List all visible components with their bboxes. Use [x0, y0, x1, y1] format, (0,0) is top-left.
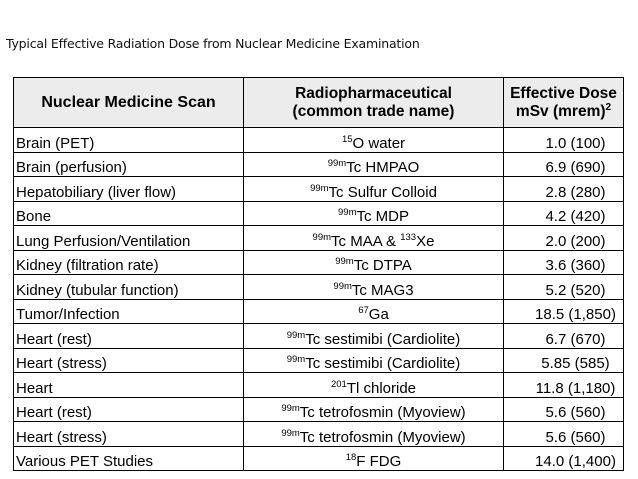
table-row — [14, 226, 624, 251]
table-row — [14, 397, 624, 422]
scan-name: Bone — [16, 208, 52, 225]
dose-value: 14.0 (1,400) — [535, 453, 616, 470]
scan-cell — [14, 422, 244, 447]
table-row — [14, 275, 624, 300]
header-dose-line1: Effective Dose — [510, 84, 617, 102]
dose-value: 5.2 (520) — [545, 281, 606, 299]
table-row — [14, 152, 624, 177]
agent-name: Tc tetrofosmin (Myoview) — [299, 404, 466, 421]
isotope-superscript: 99m — [281, 403, 300, 414]
isotope-superscript: 99m — [286, 329, 306, 341]
scan-cell — [14, 275, 244, 300]
dose-cell — [504, 152, 624, 177]
dose-cell — [504, 226, 624, 251]
table-row — [14, 201, 624, 226]
header-scan: Nuclear Medicine Scan — [14, 78, 244, 128]
dose-value: 2.8 (280) — [545, 183, 606, 201]
agent-name: Tc HMPAO — [346, 159, 420, 176]
dose-value: 6.9 (690) — [545, 159, 606, 176]
header-effective-dose — [504, 78, 624, 128]
isotope-superscript: 67 — [358, 305, 369, 316]
agent-name: Tc Sulfur Colloid — [328, 183, 437, 201]
scan-name: Kidney (tubular function) — [16, 281, 179, 299]
isotope-superscript: 99m — [310, 182, 329, 194]
scan-name: Tumor/Infection — [16, 306, 120, 323]
radiopharmaceutical-cell — [244, 348, 504, 373]
header-radio-line2: (common trade name) — [292, 102, 455, 120]
dose-cell — [504, 275, 624, 300]
agent-name: O water — [352, 134, 406, 152]
scan-name: Heart — [16, 379, 53, 397]
table-row — [14, 324, 624, 349]
radiopharmaceutical-cell — [244, 226, 504, 251]
agent-name: Tl chloride — [346, 379, 417, 397]
agent-name: F FDG — [356, 453, 402, 470]
isotope-superscript: 99m — [281, 427, 300, 439]
radiopharmaceutical-cell — [244, 250, 504, 275]
radiopharmaceutical-cell — [244, 422, 504, 447]
dose-value: 5.6 (560) — [545, 428, 606, 446]
header-radio-line1: Radiopharmaceutical — [295, 84, 452, 102]
isotope-superscript-2: 133 — [400, 231, 417, 243]
table-row — [14, 299, 624, 324]
scan-name: Brain (PET) — [16, 134, 95, 152]
agent-name: Tc sestimibi (Cardiolite) — [305, 355, 461, 372]
scan-cell — [14, 373, 244, 398]
isotope-superscript: 99m — [335, 256, 354, 267]
isotope-superscript: 99m — [333, 280, 352, 292]
dose-value: 5.85 (585) — [541, 355, 610, 372]
table-row — [14, 128, 624, 153]
header-dose-footnote: 2 — [605, 101, 612, 113]
scan-name: Brain (perfusion) — [16, 159, 127, 176]
agent-name: Tc MAG3 — [351, 281, 414, 299]
dose-cell — [504, 422, 624, 447]
scan-name: Heart (stress) — [16, 428, 107, 446]
dose-cell — [504, 397, 624, 422]
scan-name: Lung Perfusion/Ventilation — [16, 232, 191, 250]
radiopharmaceutical-cell — [244, 201, 504, 226]
dose-cell — [504, 373, 624, 398]
table-row — [14, 177, 624, 202]
scan-name: Heart (rest) — [16, 404, 92, 421]
table-row — [14, 348, 624, 373]
agent-name-2: Xe — [416, 232, 435, 250]
scan-name: Heart (rest) — [16, 330, 92, 348]
scan-cell — [14, 152, 244, 177]
isotope-superscript: 99m — [312, 231, 332, 243]
dose-value: 5.6 (560) — [545, 404, 606, 421]
dose-value: 6.7 (670) — [545, 330, 606, 348]
radiopharmaceutical-cell — [244, 373, 504, 398]
dose-value: 4.2 (420) — [545, 208, 606, 225]
agent-name: Tc tetrofosmin (Myoview) — [299, 428, 466, 446]
scan-cell — [14, 201, 244, 226]
radiopharmaceutical-cell — [244, 446, 504, 471]
table-row — [14, 373, 624, 398]
dose-value: 18.5 (1,850) — [535, 306, 616, 323]
isotope-superscript: 18 — [345, 452, 357, 463]
table-header-row — [14, 78, 624, 128]
radiopharmaceutical-cell — [244, 324, 504, 349]
header-radiopharmaceutical — [244, 78, 504, 128]
header-dose-line2: mSv (mrem) — [515, 102, 606, 120]
table-body — [14, 128, 624, 471]
radiopharmaceutical-cell — [244, 177, 504, 202]
agent-name: Tc sestimibi (Cardiolite) — [305, 330, 461, 348]
scan-cell — [14, 324, 244, 349]
isotope-superscript: 99m — [338, 207, 357, 218]
page-caption: Typical Effective Radiation Dose from Nuclear Medicine Examination — [6, 36, 420, 51]
scan-cell — [14, 348, 244, 373]
isotope-superscript: 201 — [330, 378, 347, 390]
table-row — [14, 250, 624, 275]
isotope-superscript: 99m — [327, 158, 347, 169]
table-row — [14, 422, 624, 447]
scan-name: Hepatobiliary (liver flow) — [16, 183, 177, 201]
dose-cell — [504, 250, 624, 275]
radiopharmaceutical-cell — [244, 299, 504, 324]
agent-name: Tc DTPA — [353, 257, 412, 274]
isotope-superscript: 15 — [341, 133, 353, 145]
dose-cell — [504, 201, 624, 226]
isotope-superscript: 99m — [286, 354, 306, 365]
dose-cell — [504, 324, 624, 349]
scan-cell — [14, 397, 244, 422]
radiation-dose-table — [13, 77, 624, 471]
scan-cell — [14, 250, 244, 275]
radiopharmaceutical-cell — [244, 275, 504, 300]
agent-name: Ga — [368, 306, 389, 323]
dose-value: 3.6 (360) — [545, 257, 606, 274]
radiopharmaceutical-cell — [244, 128, 504, 153]
table-row — [14, 446, 624, 471]
scan-name: Various PET Studies — [16, 453, 154, 470]
scan-cell — [14, 128, 244, 153]
radiopharmaceutical-cell — [244, 152, 504, 177]
scan-name: Heart (stress) — [16, 355, 107, 372]
dose-cell — [504, 348, 624, 373]
scan-cell — [14, 299, 244, 324]
dose-value: 1.0 (100) — [545, 134, 606, 152]
dose-cell — [504, 177, 624, 202]
dose-value: 11.8 (1,180) — [535, 379, 616, 397]
dose-cell — [504, 299, 624, 324]
scan-cell — [14, 446, 244, 471]
agent-name: Tc MDP — [356, 208, 409, 225]
dose-cell — [504, 446, 624, 471]
scan-cell — [14, 226, 244, 251]
scan-cell — [14, 177, 244, 202]
dose-value: 2.0 (200) — [545, 232, 606, 250]
radiopharmaceutical-cell — [244, 397, 504, 422]
agent-name: Tc MAA & — [331, 232, 401, 250]
scan-name: Kidney (filtration rate) — [16, 257, 159, 274]
dose-cell — [504, 128, 624, 153]
